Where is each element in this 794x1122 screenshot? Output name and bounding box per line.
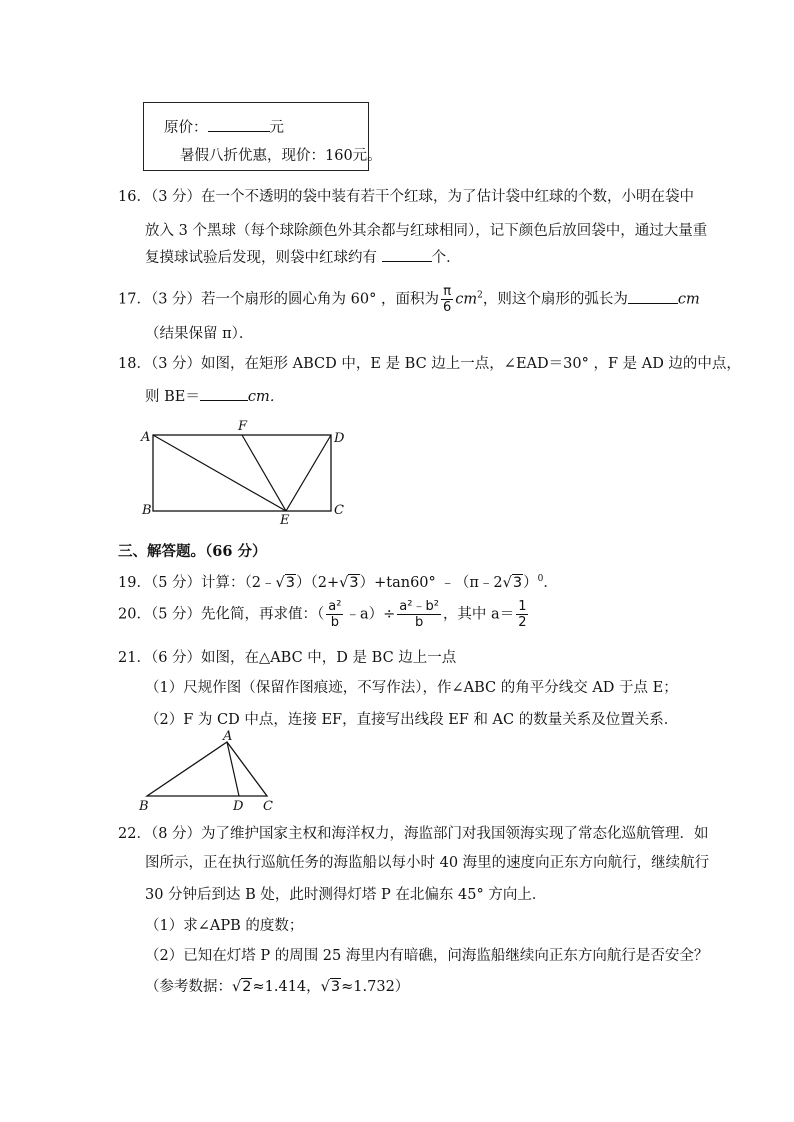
question-text: 为了维护国家主权和海洋权力，海监部门对我国领海实现了常态化巡航管理．如 [201, 826, 709, 842]
reference-text: （参考数据： [145, 979, 232, 995]
reference-text: ≈1.414， [252, 979, 321, 995]
score: （5 分） [150, 575, 202, 591]
rectangle-abcd [153, 435, 331, 511]
unit: cm [677, 291, 700, 308]
fraction [516, 599, 528, 630]
q17-line1: 17．（3 分）若一个扇形的圆心角为 60° ，面积为 $\frac{\pi}{6}$ $cm^2$，则这个扇形的弧长为 cm [118, 284, 700, 315]
sqrt: √3 [339, 575, 359, 591]
question-text: 如图，在矩形 ABCD 中，E 是 BC 边上一点，∠EAD＝30° ，F 是 AD 边的中点， [201, 356, 741, 372]
label-b: B [142, 503, 152, 518]
q22-line1 [118, 822, 709, 843]
reference-text: ≈1.732） [341, 979, 410, 995]
expression: 先化简，再求值：（ [201, 606, 325, 623]
radicand: 3 [349, 575, 359, 591]
score: （6 分） [150, 650, 202, 666]
q20-line [118, 599, 530, 630]
label-d: D [233, 799, 244, 814]
discount-line: 暑假八折优惠，现价：160元。 [180, 148, 382, 164]
unit: cm． [247, 389, 285, 405]
segment-fe [242, 435, 286, 511]
expression: 计算：（2﹣ [201, 575, 276, 591]
expression: ） [523, 575, 538, 591]
unit-yuan: 元 [269, 120, 284, 136]
expression: ﹣a）÷ [345, 606, 396, 623]
sqrt: √2 [232, 979, 252, 995]
radicand: 3 [330, 979, 341, 995]
expression: ）（2+ [296, 575, 340, 591]
rectangle-figure [138, 418, 358, 528]
numerator: 1 [518, 599, 527, 614]
label-c: C [263, 799, 273, 814]
segment-de [286, 435, 331, 511]
denominator: 2 [518, 615, 527, 630]
original-price-line [164, 116, 284, 137]
label-b: B [139, 799, 149, 814]
section-heading: 三、解答题。（66 分） [118, 543, 267, 560]
numerator: a² [328, 599, 342, 614]
denominator: b [330, 615, 340, 630]
expression: ）+tan60° ﹣（π﹣2 [359, 575, 503, 591]
q16-line3 [145, 246, 461, 267]
radicand: 2 [242, 979, 252, 995]
score: （3 分） [150, 189, 202, 205]
q22-line2: 图所示，正在执行巡航任务的海监船以每小时 40 海里的速度向正东方向航行，继续航行 [145, 855, 710, 871]
score: （8 分） [150, 826, 202, 842]
numerator: π [441, 284, 453, 300]
question-text: 若一个扇形的圆心角为 60° ，面积为 [201, 291, 439, 308]
fraction [326, 599, 343, 630]
question-number: 19． [118, 575, 151, 591]
radicand: 3 [285, 575, 296, 591]
label-d: D [334, 431, 345, 446]
answer-blank[interactable] [628, 303, 678, 304]
score: （5 分） [150, 606, 202, 623]
sqrt: √3 [275, 575, 296, 591]
question-number: 22． [118, 826, 151, 842]
radicand: 3 [512, 575, 523, 591]
label-f: F [238, 419, 248, 434]
answer-blank[interactable] [208, 131, 270, 132]
question-text: 如图，在△ABC 中，D 是 BC 边上一点 [201, 650, 457, 666]
q22-sub2: （2）已知在灯塔 P 的周围 25 海里内有暗礁，问海监船继续向正东方向航行是否安全？ [145, 948, 709, 964]
sqrt: √3 [320, 979, 341, 995]
fraction [397, 599, 441, 630]
question-number: 18． [118, 356, 151, 372]
label-c: C [334, 503, 344, 518]
question-text: 在一个不透明的袋中装有若干个红球，为了估计袋中红球的个数，小明在袋中 [201, 189, 695, 205]
question-text: ，则这个扇形的弧长为 [482, 291, 628, 308]
score: （3 分） [150, 356, 202, 372]
question-number: 17． [118, 291, 151, 308]
label-a: A [223, 730, 233, 744]
question-text: 个． [431, 250, 461, 266]
exponent: 0 [537, 574, 544, 585]
question-text: 则 BE＝ [145, 389, 200, 405]
q21-sub1: （1）尺规作图（保留作图痕迹，不写作法），作∠ABC 的角平分线交 AD 于点 E； [145, 680, 678, 696]
triangle-abc [147, 742, 267, 796]
q18-line2 [145, 385, 284, 406]
price-box [143, 102, 382, 171]
unit: cm [455, 291, 478, 308]
expression: ，其中 a＝ [442, 606, 515, 623]
q18-line1 [118, 352, 741, 373]
answer-blank[interactable] [200, 400, 248, 401]
denominator: b [414, 615, 424, 630]
answer-blank[interactable] [382, 261, 432, 262]
q22-sub1: （1）求∠APB 的度数； [145, 918, 304, 934]
q16-line2: 放入 3 个黑球（每个球除颜色外其余都与红球相同），记下颜色后放回袋中，通过大量重 [145, 223, 708, 239]
expression: ． [543, 575, 558, 591]
score: （3 分） [150, 291, 202, 308]
q22-line3: 30 分钟后到达 B 处，此时测得灯塔 P 在北偏东 45° 方向上． [145, 887, 547, 903]
question-text: 复摸球试验后发现，则袋中红球约有 [145, 250, 377, 266]
label-a: A [141, 430, 151, 445]
q19-line [118, 571, 558, 592]
original-price-label: 原价： [164, 120, 208, 136]
q21-line1 [118, 646, 456, 667]
q16-line1 [118, 185, 694, 206]
segment-ae [153, 435, 286, 511]
question-number: 16． [118, 189, 151, 205]
sqrt: √3 [502, 575, 523, 591]
q17-line2: （结果保留 π）． [145, 326, 254, 342]
question-number: 20． [118, 606, 151, 623]
triangle-figure [135, 730, 285, 815]
numerator: a²﹣b² [399, 599, 439, 614]
fraction [441, 284, 453, 315]
denominator: 6 [442, 300, 452, 315]
q21-sub2: （2）F 为 CD 中点，连接 EF，直接写出线段 EF 和 AC 的数量关系及位置关系． [145, 712, 679, 728]
q22-reference [145, 975, 409, 996]
label-e: E [280, 513, 290, 528]
question-number: 21． [118, 650, 151, 666]
